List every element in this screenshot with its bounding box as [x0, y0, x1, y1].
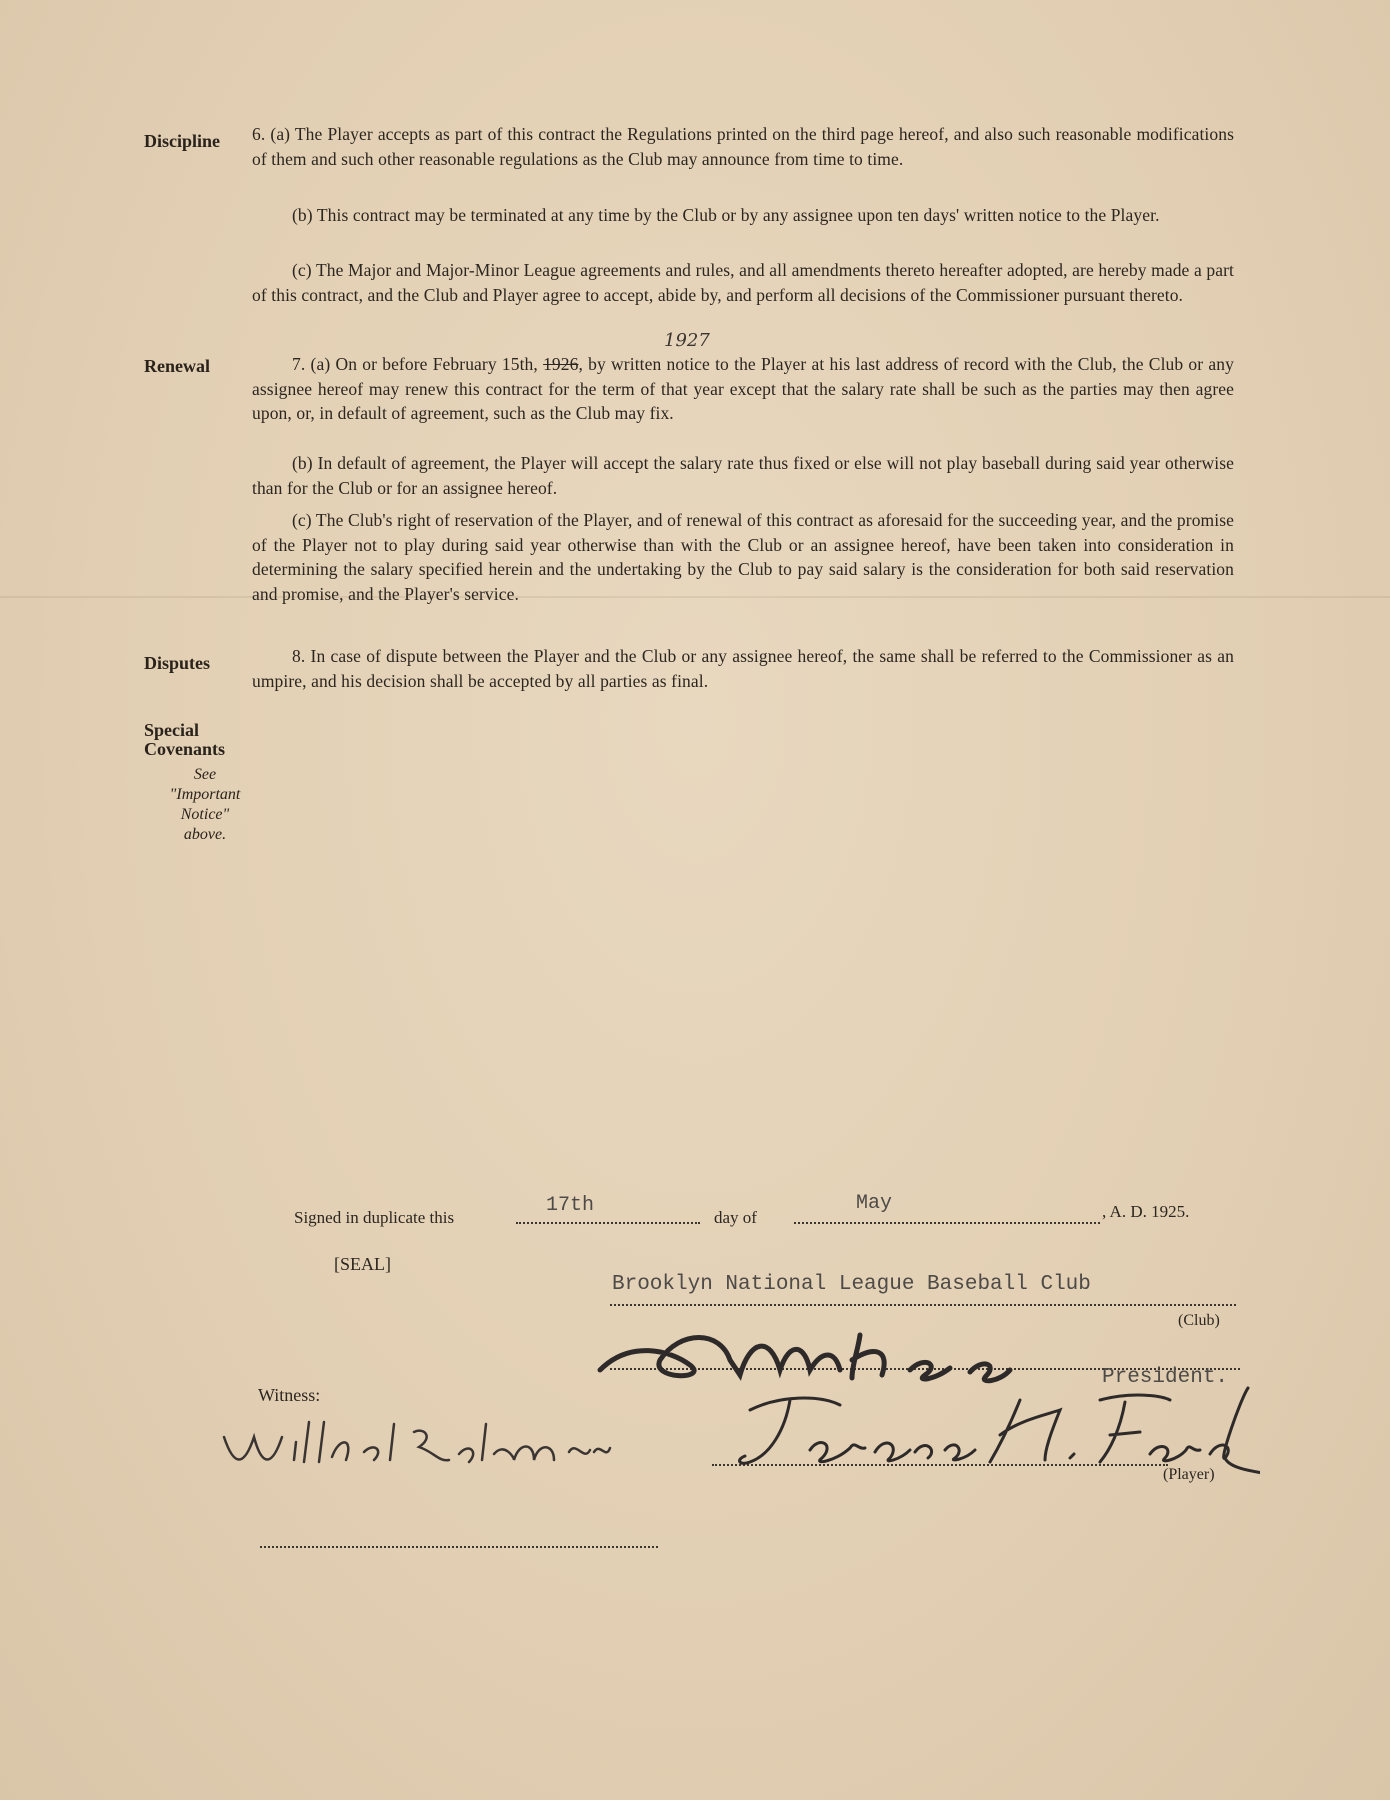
note-line-4: above. — [183, 826, 227, 843]
clause-7a-rest: , by written notice to the Player at his last address of record with the Club, the Club or any assignee hereof may renew this contract for the term of that year except that the salary rate shall be such as the parties may then agree upon, or, in default of agreement, such as the Club may fix. — [252, 354, 1234, 423]
note-line-2: "Important — [169, 786, 241, 803]
special-covenants-label-2: Covenants — [144, 739, 226, 759]
clause-7a-start: 7. (a) On or before February 15th, — [292, 354, 538, 374]
day-line — [516, 1222, 700, 1224]
disputes-label: Disputes — [144, 653, 211, 673]
president-caption: President. — [1102, 1366, 1229, 1389]
witness-label: Witness: — [258, 1385, 321, 1405]
clause-6a: 6. (a) The Player accepts as part of this contract the Regulations printed on the third page hereof, and also such reasonable modifications of them and such other reasonable regulations as the Club may announce from time to time. — [252, 124, 1234, 169]
club-name: Brooklyn National League Baseball Club — [612, 1273, 1091, 1296]
special-covenants-label-1: Special — [144, 720, 200, 740]
day-of-label: day of — [714, 1208, 757, 1227]
player-signature — [700, 1380, 1260, 1480]
clause-7c: (c) The Club's right of reservation of the Player, and of renewal of this contract as aforesaid for the succeeding year, and the promise of the Player not to play during said year otherwise than with the Club or an assignee hereof, have been taken into consideration in determining the salary specified herein and the undertaking by the Club to pay said salary is the consideration for both said reservation and promise, and the Player's service. — [252, 510, 1234, 604]
discipline-label: Discipline — [144, 131, 221, 151]
special-covenants-note — [150, 765, 260, 845]
clause-7b: (b) In default of agreement, the Player will accept the salary rate thus fixed or else will not play baseball during said year otherwise than for the Club or for an assignee hereof. — [252, 453, 1234, 498]
player-caption: (Player) — [1163, 1466, 1215, 1483]
clause-6c: (c) The Major and Major-Minor League agreements and rules, and all amendments thereto hereafter adopted, are hereby made a part of this contract, and the Club and Player agree to accept, abide by, and perform all decisions of the Commissioner pursuant thereto. — [252, 260, 1234, 305]
struck-year: 1926 — [543, 354, 579, 374]
club-caption: (Club) — [1178, 1312, 1220, 1329]
note-line-1: See — [193, 766, 217, 783]
month-value: May — [856, 1192, 893, 1215]
witness-signature — [214, 1412, 644, 1482]
club-line — [610, 1304, 1236, 1306]
clause-8: 8. In case of dispute between the Player and the Club or any assignee hereof, the same shall be referred to the Commissioner as an umpire, and his decision shall be accepted by all parties as final. — [252, 646, 1234, 691]
month-line — [794, 1222, 1100, 1224]
clause-7a — [252, 352, 1234, 426]
renewal-label: Renewal — [144, 356, 210, 376]
day-value: 17th — [546, 1194, 595, 1217]
signed-prefix: Signed in duplicate this — [294, 1208, 455, 1227]
seal-label: [SEAL] — [334, 1254, 391, 1274]
witness-second-line — [260, 1546, 658, 1548]
clause-6b: (b) This contract may be terminated at any time by the Club or by any assignee upon ten days' written notice to the Player. — [292, 205, 1160, 225]
year-suffix: , A. D. 1925. — [1102, 1202, 1190, 1221]
handwritten-year: 1927 — [664, 330, 710, 351]
note-line-3: Notice" — [180, 806, 230, 823]
